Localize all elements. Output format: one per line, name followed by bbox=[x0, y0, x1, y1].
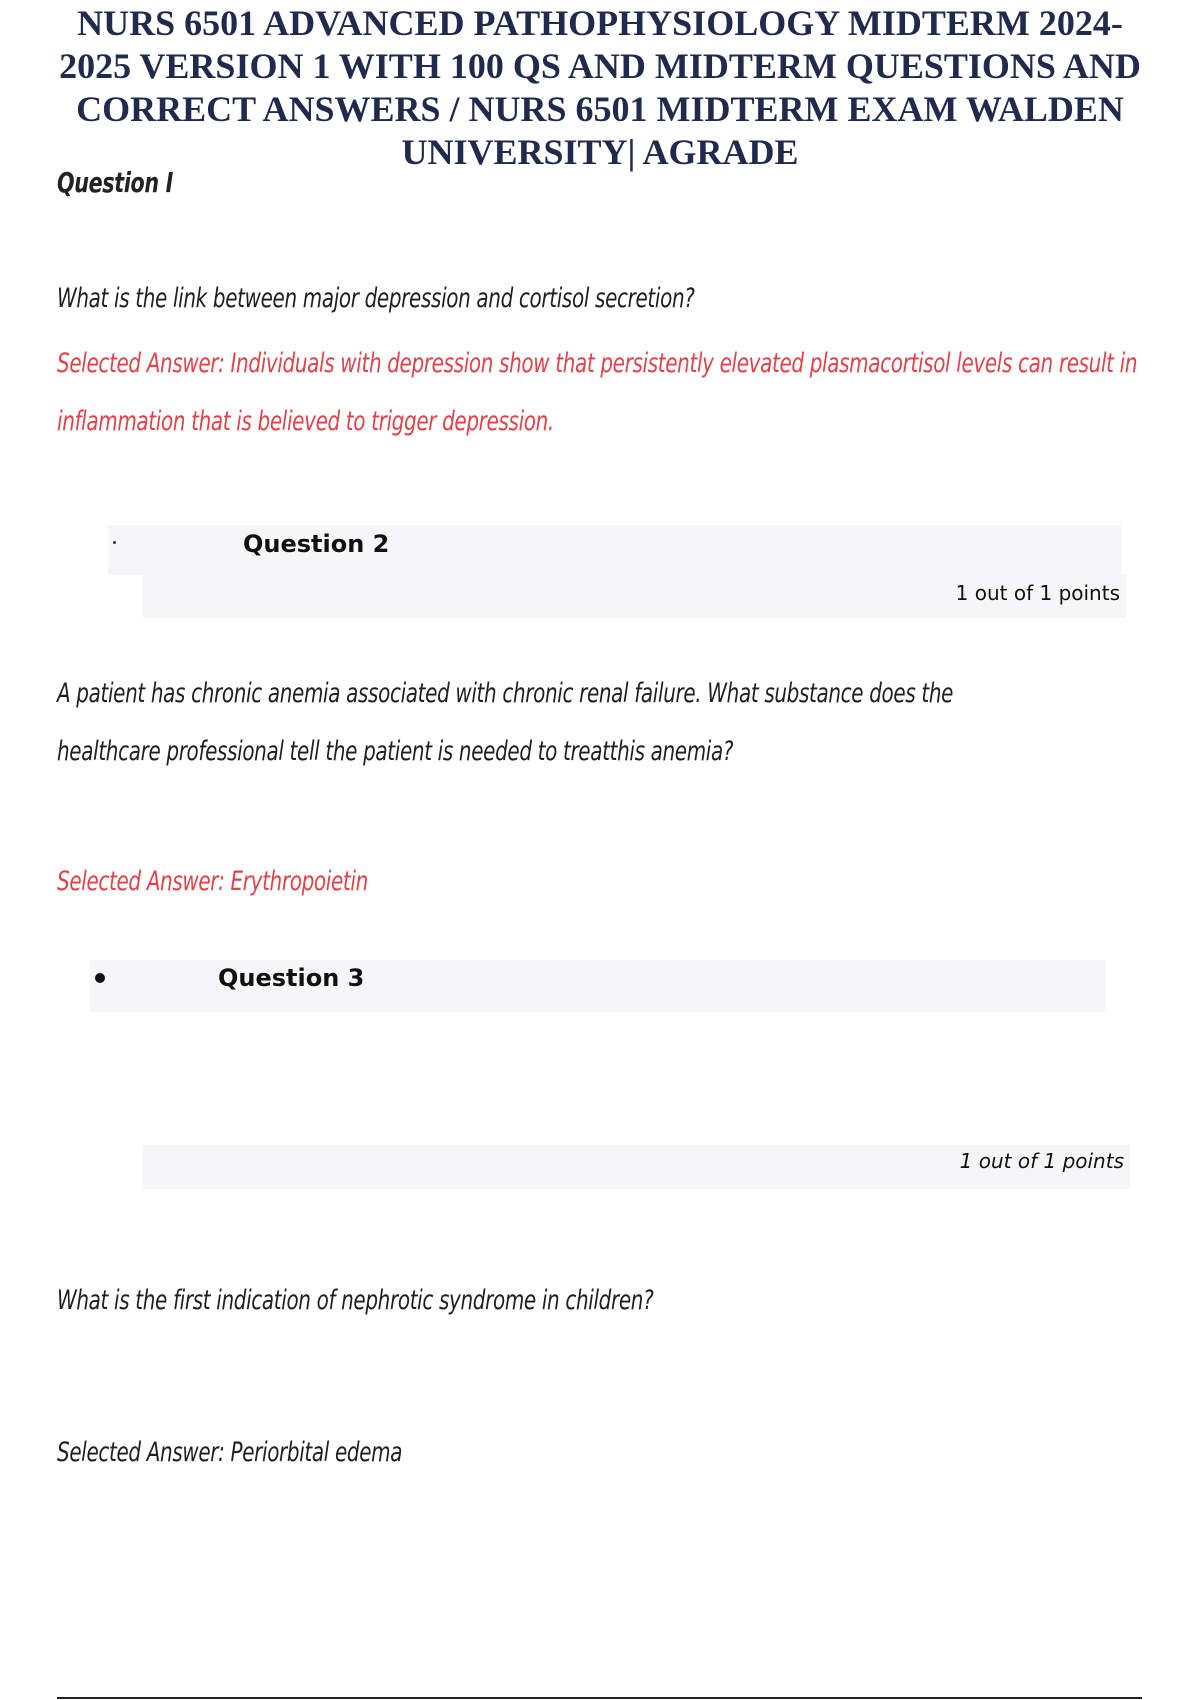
question-2-answer: Selected Answer: Erythropoietin bbox=[57, 866, 368, 897]
question-1-answer-line-2: inflammation that is believed to trigger depression. bbox=[57, 406, 554, 437]
bullet-dot-small bbox=[113, 541, 116, 544]
question-1-label: Question I bbox=[57, 166, 174, 199]
document-title: NURS 6501 ADVANCED PATHOPHYSIOLOGY MIDTERM 2024-2025 VERSION 1 WITH 100 QS AND MIDTERM QUESTIONS AND CORRECT ANSWERS / NURS 6501 MIDTERM EXAM WALDEN UNIVERSITY| AGRADE bbox=[59, 3, 1141, 172]
question-2-text-line-1: A patient has chronic anemia associated with chronic renal failure. What substance does the bbox=[57, 678, 954, 709]
question-3-heading: Question 3 bbox=[218, 964, 365, 992]
question-1-text: What is the link between major depression and cortisol secretion? bbox=[57, 283, 695, 314]
question-3-points: 1 out of 1 points bbox=[959, 1149, 1124, 1173]
question-3-answer: Selected Answer: Periorbital edema bbox=[57, 1437, 403, 1468]
question-1-answer-line-1: Selected Answer: Individuals with depression show that persistently elevated plasmacortisol levels can result in bbox=[57, 348, 1138, 379]
question-2-heading: Question 2 bbox=[243, 530, 390, 558]
question-2-text-line-2: healthcare professional tell the patient is needed to treatthis anemia? bbox=[57, 736, 734, 767]
bullet-dot bbox=[95, 973, 105, 983]
question-2-points: 1 out of 1 points bbox=[955, 581, 1120, 605]
footer-rule bbox=[57, 1697, 1142, 1699]
question-3-text: What is the first indication of nephrotic syndrome in children? bbox=[57, 1285, 654, 1316]
